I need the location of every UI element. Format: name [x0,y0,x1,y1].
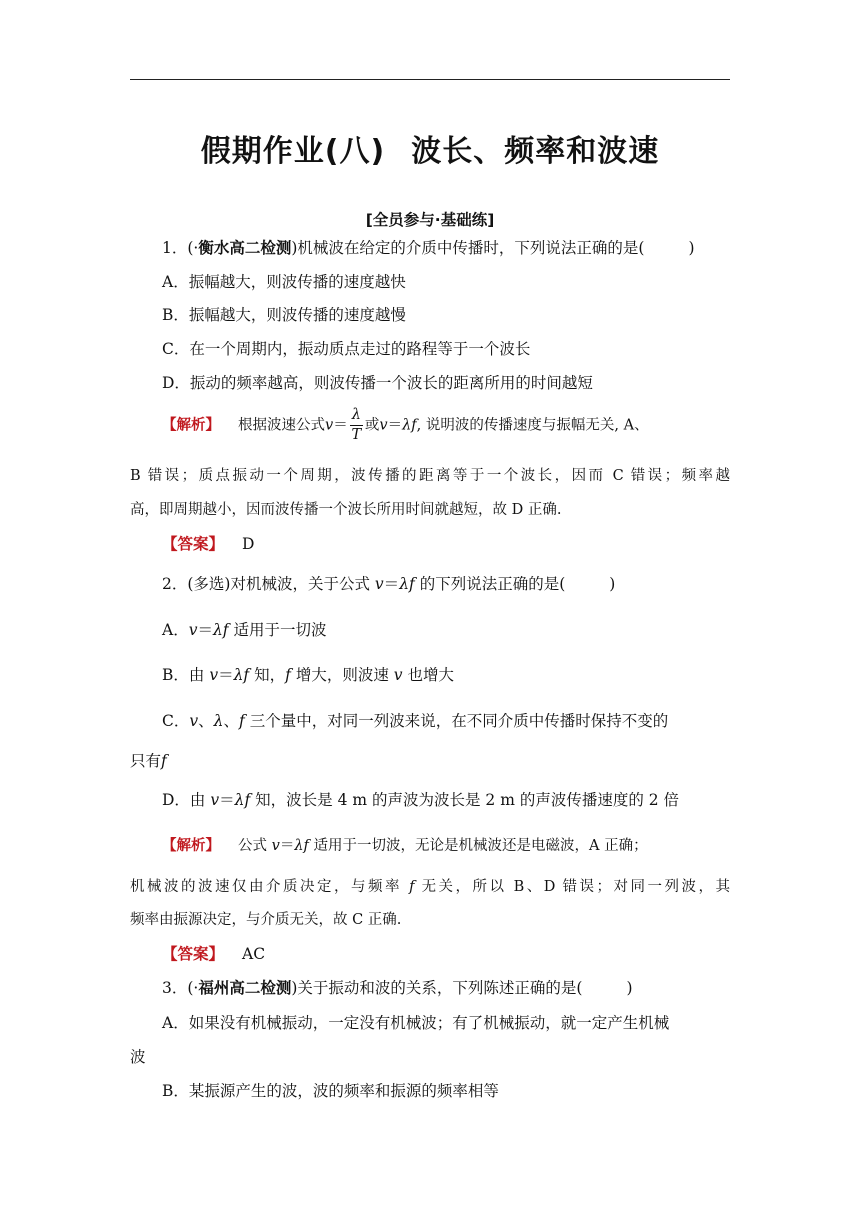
q2-option-d: D．由 v＝λf 知，波长是 4 m 的声波为波长是 2 m 的声波传播速度的 2 倍 [162,791,680,809]
q1-answer: 【答案】 D [162,535,255,553]
q3-option-a-line-2: 波 [130,1048,146,1066]
header-rule [130,79,730,80]
q3-option-b: B．某振源产生的波，波的频率和振源的频率相等 [162,1082,499,1100]
q1-source: 衡水高二检测 [198,239,292,257]
title-left: 假期作业(八) [200,134,386,169]
page-title [0,126,860,170]
q3-source: 福州高二检测 [198,979,292,997]
q2-analysis-label: 【解析】 [162,838,220,854]
q2-analysis-line-2: 机械波的波速仅由介质决定，与频率 f 无关，所以 B、D 错误；对同一列波，其 [130,879,731,895]
q3-option-a-line-1: A．如果没有机械振动，一定没有机械波；有了机械振动，就一定产生机械 [162,1014,670,1032]
q2-analysis-line-1: 【解析】 公式 v＝λf 适用于一切波，无论是机械波还是电磁波，A 正确； [162,838,648,854]
q1-analysis-line-2: B 错误；质点振动一个周期，波传播的距离等于一个波长，因而 C 错误；频率越 [130,468,730,484]
q1-analysis-line-1: 【解析】 根据波速公式v＝ $\frac{\lambda}{T}$ 或v＝λf, 说明波的传播速度与振幅无关, A、 [162,407,649,443]
q2-answer: 【答案】 AC [162,945,266,963]
q1-stem: 1．(·衡水高二检测)机械波在给定的介质中传播时，下列说法正确的是( ) [162,239,695,257]
q2-stem: 2．(多选)对机械波，关于公式 v＝λf 的下列说法正确的是( ) [162,575,616,593]
q1-analysis-line-3: 高，即周期越小，因而波传播一个波长所用时间就越短，故 D 正确. [130,502,562,518]
q1-option-d: D．振动的频率越高，则波传播一个波长的距离所用的时间越短 [162,374,593,392]
q3-stem: 3．(·福州高二检测)关于振动和波的关系，下列陈述正确的是( ) [162,979,633,997]
q1-option-a: A．振幅越大，则波传播的速度越快 [162,273,406,291]
q2-option-c-line-2: 只有f [130,752,167,770]
q1-analysis-label: 【解析】 [162,417,220,434]
q2-option-c-line-1: C．v、λ、f 三个量中，对同一列波来说，在不同介质中传播时保持不变的 [162,712,669,730]
title-right: 波长、频率和波速 [411,134,660,169]
q1-option-c: C．在一个周期内，振动质点走过的路程等于一个波长 [162,340,531,358]
q2-analysis-line-3: 频率由振源决定，与介质无关，故 C 正确. [130,912,402,928]
q2-option-a: A．v＝λf 适用于一切波 [162,621,327,639]
q2-option-b: B．由 v＝λf 知，f 增大，则波速 v 也增大 [162,666,454,684]
q1-option-b: B．振幅越大，则波传播的速度越慢 [162,306,406,324]
section-label: [全员参与·基础练] [365,211,495,229]
q1-fraction: $\frac{\lambda}{T}$ [351,407,362,443]
